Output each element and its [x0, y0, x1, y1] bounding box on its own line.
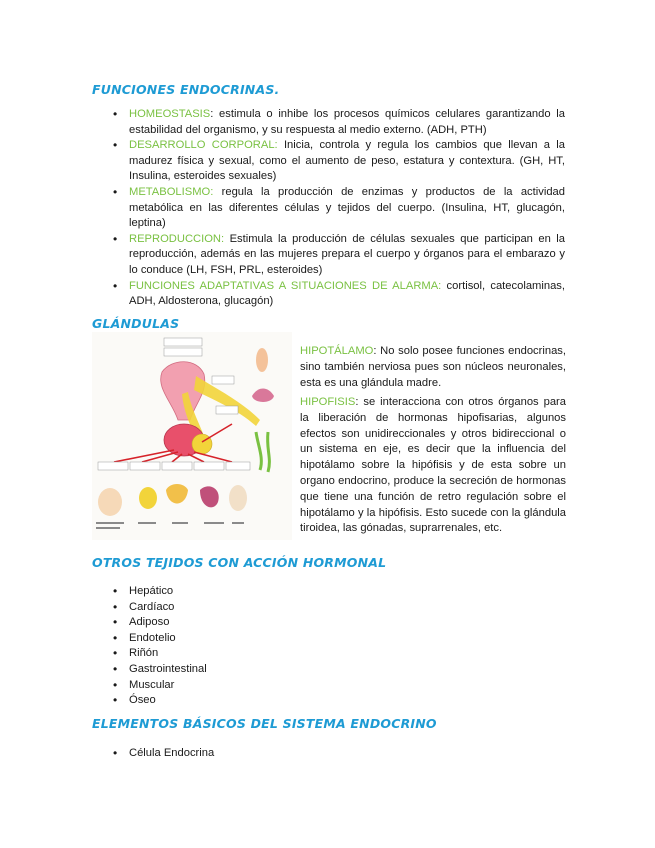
heading-otros-tejidos: OTROS TEJIDOS CON ACCIÓN HORMONAL	[92, 555, 387, 570]
hypothalamus-pituitary-diagram	[92, 332, 292, 540]
list-item	[113, 279, 565, 310]
paragraph-text: : No solo posee funciones endocrinas, sino también nerviosa pues son núcleos neuronales, esta es una glándula madre.	[300, 345, 566, 389]
heading-elementos-basicos: ELEMENTOS BÁSICOS DEL SISTEMA ENDOCRINO	[92, 716, 437, 731]
list-item: • Adiposo	[113, 615, 413, 631]
list-item	[113, 138, 565, 185]
keyword: FUNCIONES ADAPTATIVAS A SITUACIONES DE ALARMA:	[129, 279, 442, 292]
otros-tejidos-list	[113, 584, 413, 709]
list-item	[113, 107, 565, 138]
paragraph-text: : se interacciona con otros órganos para la liberación de hormonas hipofisarias, algunos efectos son unidireccionales y otros bidireccional o un sistema en eje, es decir que la influencia del hipotálamo sobre la hipófisis y de esta sobre un organo endocrino, produce la secreción de hormonas que tiene una función de retro regulación sobre el hipotálamo y la hipófisis. Esto sucede con la glándula tiroidea, las gónadas, suprarrenales, etc.	[300, 396, 566, 535]
list-item: • Gastrointestinal	[113, 662, 413, 678]
item-text: cortisol, catecolaminas, ADH, Aldosterona, glucagón)	[129, 279, 565, 308]
item-text: : estimula o inhibe los procesos químicos celulares garantizando la estabilidad del organismo, y su respuesta al medio externo. (ADH, PTH)	[129, 108, 565, 136]
list-item	[113, 232, 565, 279]
keyword: METABOLISMO:	[129, 185, 214, 198]
list-item: • Hepático	[113, 584, 413, 600]
item-text: Estimula la producción de células sexuales que participan en la reproducción, además en las mujeres prepara el cuerpo y órganos para el embarazo y lo conduce (LH, FSH, PRL, esteroides)	[129, 232, 565, 276]
list-item: • Cardíaco	[113, 600, 413, 616]
funciones-list	[113, 107, 565, 310]
hipofisis-paragraph	[300, 395, 566, 537]
heading-glandulas: GLÁNDULAS	[92, 316, 180, 331]
keyword: HIPOFISIS	[300, 396, 356, 408]
list-item: • Célula Endocrina	[113, 746, 413, 762]
keyword: DESARROLLO CORPORAL:	[129, 139, 278, 152]
list-item: • Endotelio	[113, 631, 413, 647]
heading-funciones-endocrinas: FUNCIONES ENDOCRINAS.	[92, 82, 280, 97]
item-text: regula la producción de enzimas y productos de la actividad metabólica en las diferentes células y tejidos del cuerpo. (Insulina, HT, glucagón, leptina)	[129, 185, 565, 230]
keyword: REPRODUCCION:	[129, 232, 225, 245]
item-text: Inicia, controla y regula los cambios que llevan a la madurez física y sexual, como el aumento de peso, estatura y contextura. (GH, HT, Insulina, esteroides sexuales)	[129, 139, 565, 183]
elementos-list	[113, 746, 413, 762]
keyword: HIPOTÁLAMO	[300, 345, 374, 357]
keyword: HOMEOSTASIS	[129, 108, 211, 120]
list-item: • Riñón	[113, 646, 413, 662]
list-item: • Muscular	[113, 678, 413, 694]
list-item	[113, 185, 565, 232]
hipotalamo-paragraph	[300, 344, 566, 391]
list-item: • Óseo	[113, 693, 413, 709]
